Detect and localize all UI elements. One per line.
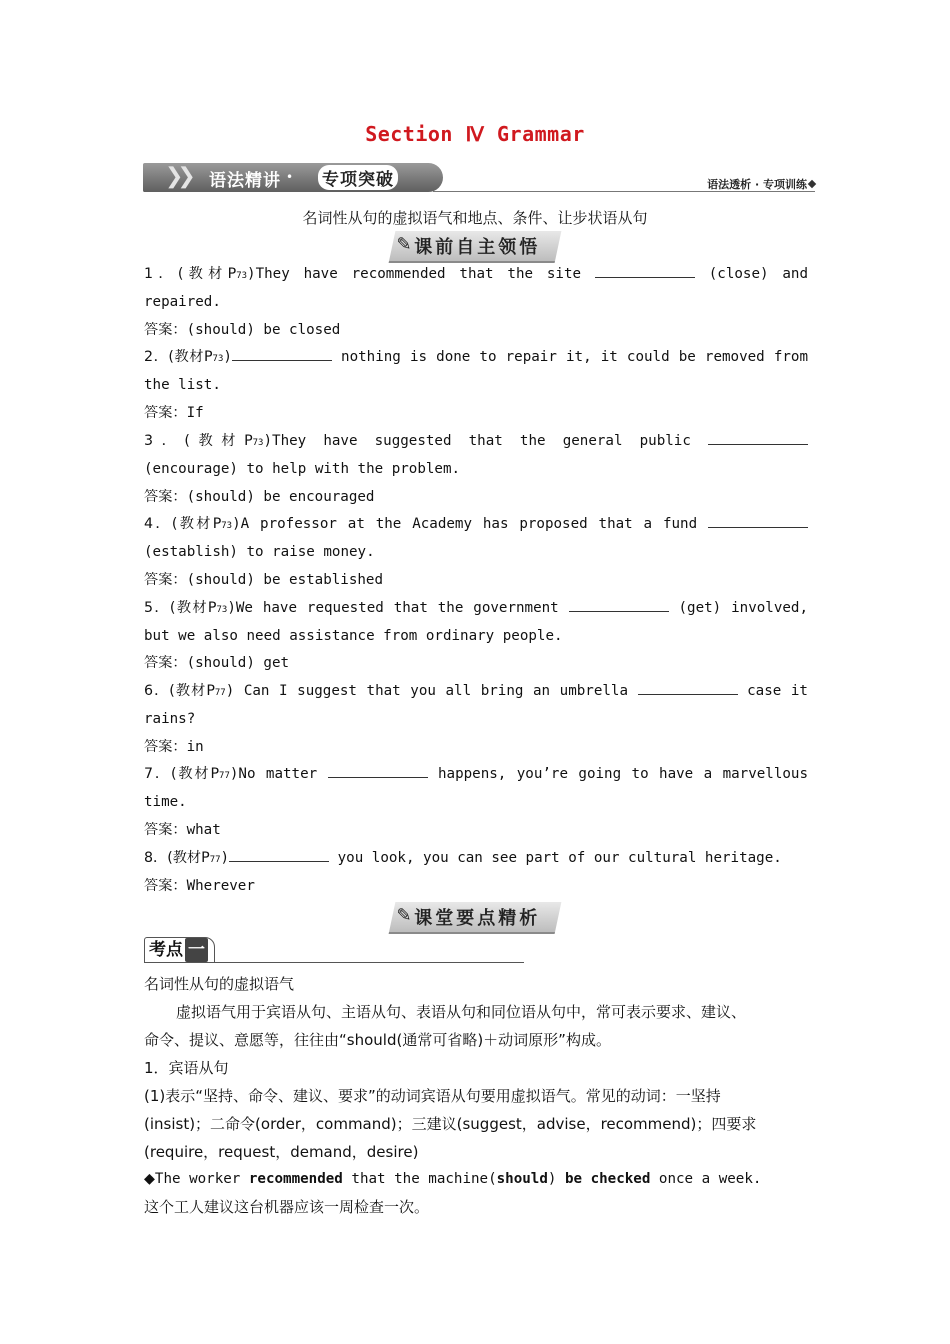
example-translation: 这个工人建议这台机器应该一周检查一次。: [144, 1198, 430, 1216]
exercise-3-cont: (encourage) to help with the problem.: [144, 461, 461, 477]
subtitle: 名词性从句的虚拟语气和地点、条件、让步状语从句: [302, 209, 648, 227]
answer-blank[interactable]: [595, 264, 695, 278]
body-item-1: 1．宾语从句: [144, 1059, 229, 1077]
answer-blank[interactable]: [569, 598, 669, 612]
section-heading-text: 课前自主领悟: [414, 237, 541, 258]
exercise-5-cont: but we also need assistance from ordinary people.: [144, 628, 563, 644]
banner-left-label: 语法精讲: [209, 171, 281, 191]
exercise-7-line: 7．(教材P77)No matter happens, you’re going to have a marvellous: [144, 766, 808, 782]
exercise-3-line: 3．(教材P73)They have suggested that the general public: [144, 431, 808, 453]
section-heading-text: 课堂要点精析: [414, 908, 541, 929]
kaodian-label: 考点: [149, 940, 183, 960]
answer-blank[interactable]: [708, 514, 808, 528]
exercise-5-answer: 答案：(should) get: [144, 655, 290, 671]
body-intro-2: 命令、提议、意愿等，往往由“should(通常可省略)＋动词原形”构成。: [144, 1031, 611, 1049]
exercise-6-cont: rains?: [144, 711, 196, 727]
exercise-7-answer: 答案：what: [144, 822, 221, 838]
exercise-1-answer: 答案：(should) be closed: [144, 322, 341, 338]
exercise-1-cont: repaired.: [144, 294, 221, 310]
body-intro-1: 虚拟语气用于宾语从句、主语从句、表语从句和同位语从句中，常可表示要求、建议、: [176, 1003, 747, 1021]
kaodian-tag: [144, 937, 524, 963]
banner-dot: •: [286, 170, 294, 184]
example-sentence: ◆The worker recommended that the machine(should) be checked once a week.: [144, 1171, 762, 1187]
exercise-2-line: 2．(教材P73) nothing is done to repair it, it could be removed from: [144, 349, 808, 365]
banner-right-label: 语法透析 · 专项训练: [707, 178, 807, 191]
section-banner: [143, 160, 815, 194]
section-heading-preview: [0, 231, 950, 257]
answer-blank[interactable]: [638, 681, 738, 695]
answer-blank[interactable]: [328, 764, 428, 778]
page-title: Section Ⅳ Grammar: [365, 122, 585, 146]
exercise-4-cont: (establish) to raise money.: [144, 544, 375, 560]
answer-blank[interactable]: [229, 848, 329, 862]
diamond-bullet-icon: ◆: [144, 1171, 155, 1187]
exercise-8-answer: 答案：Wherever: [144, 878, 255, 894]
exercise-3-answer: 答案：(should) be encouraged: [144, 489, 375, 505]
exercise-4-answer: 答案：(should) be established: [144, 572, 384, 588]
exercise-6-line: 6．(教材P77) Can I suggest that you all bring an umbrella case it: [144, 683, 808, 699]
body-heading: 名词性从句的虚拟语气: [144, 975, 295, 993]
body-para-1a: (1)表示“坚持、命令、建议、要求”的动词宾语从句要用虚拟语气。常见的动词：一坚持: [144, 1087, 721, 1105]
exercise-5-line: 5．(教材P73)We have requested that the government (get) involved,: [144, 600, 808, 616]
exercise-8-line: 8．(教材P77) you look, you can see part of our cultural heritage.: [144, 850, 782, 866]
exercise-6-answer: 答案：in: [144, 739, 204, 755]
kaodian-number: 一: [185, 938, 208, 962]
diamond-icon: [808, 180, 816, 188]
body-para-1b: (insist)；二命令(order，command)；三建议(suggest，advise，recommend)；四要求: [144, 1115, 757, 1133]
pen-icon: ✎: [396, 905, 415, 926]
exercise-2-answer: 答案：If: [144, 405, 204, 421]
exercise-7-cont: time.: [144, 794, 187, 810]
banner-highlight: 专项突破: [318, 165, 398, 190]
exercise-2-cont: the list.: [144, 377, 221, 393]
chevron-right-icon: ❯❯: [165, 164, 190, 189]
exercise-1-line: 1．(教材P73)They have recommended that the site (close) and: [144, 266, 809, 282]
kaodian-underline: [144, 962, 524, 963]
section-heading-class: [0, 902, 950, 928]
body-para-1c: (require，request，demand，desire): [144, 1143, 419, 1161]
answer-blank[interactable]: [708, 431, 808, 445]
pen-icon: ✎: [396, 234, 415, 255]
exercise-4-line: 4．(教材P73)A professor at the Academy has proposed that a fund: [144, 514, 808, 536]
answer-blank[interactable]: [232, 347, 332, 361]
